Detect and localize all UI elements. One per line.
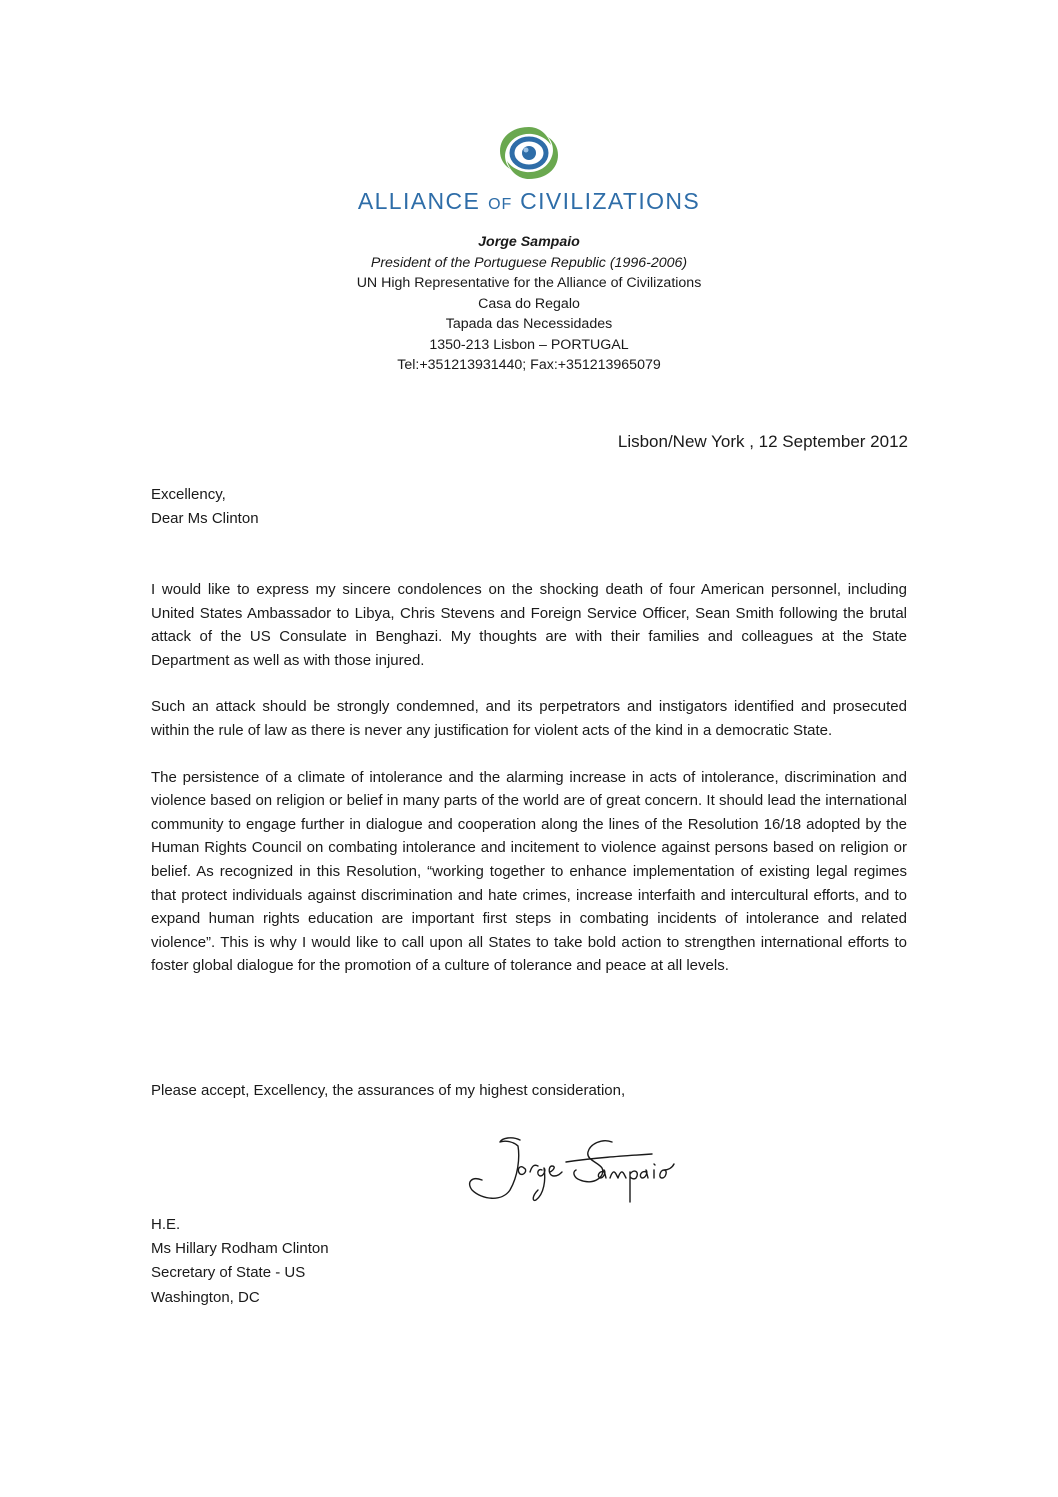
- sender-address-line3: 1350-213 Lisbon – PORTUGAL: [429, 336, 629, 353]
- recipient-line3: Secretary of State - US: [151, 1264, 306, 1282]
- sender-contact: Tel:+351213931440; Fax:+351213965079: [397, 357, 661, 373]
- body-paragraph-1: I would like to express my sincere condolences on the shocking death of four American personnel, including United States Ambassador to Libya, Chris Stevens and Foreign Service Officer, Sean Smith following the brutal attack of the US Consulate in Benghazi. My thoughts are with their families and colleagues at the State Department as well as with those injured.: [151, 581, 907, 669]
- sender-address-line2: Tapada das Necessidades: [445, 316, 613, 332]
- sender-address-line1: Casa do Regalo: [478, 295, 580, 312]
- org-name-part1: ALLIANCE: [357, 188, 481, 214]
- org-name-part2: OF: [488, 196, 513, 213]
- org-name-part3: CIVILIZATIONS: [520, 188, 701, 214]
- alliance-of-civilizations-logo: [492, 123, 566, 183]
- sender-block: [0, 232, 1058, 376]
- recipient-line4: Washington, DC: [151, 1288, 260, 1306]
- body-paragraph-3: The persistence of a climate of intolerance and the alarming increase in acts of intolerance, discrimination and violence based on religion or belief in many parts of the world are of great concern. It should lead the international community to engage further in dialogue and cooperation along the lines of the Resolution 16/18 adopted by the Human Rights Council on combating intolerance and incitement to violence against persons based on religion or belief. As recognized in this Resolution, “working together to enhance implementation of existing legal regimes that protect individuals against discrimination and hate crimes, increase interfaith and intercultural efforts, and to expand human rights education are important first steps in combating incidents of intolerance and related violence”. This is why I would like to call upon all States to take bold action to strengthen international efforts to foster global dialogue for the promotion of a culture of tolerance and peace at all levels.: [151, 768, 907, 975]
- recipient-block: [151, 1213, 329, 1310]
- recipient-line1: H.E.: [151, 1216, 181, 1233]
- sender-title: President of the Portuguese Republic (1996-2006): [370, 254, 688, 271]
- closing-line: Please accept, Excellency, the assurances of my highest consideration,: [151, 1082, 626, 1099]
- recipient-line2: Ms Hillary Rodham Clinton: [151, 1240, 329, 1258]
- sender-name: Jorge Sampaio: [478, 234, 580, 250]
- body-paragraph-2: Such an attack should be strongly condemned, and its perpetrators and instigators identified and prosecuted within the rule of law as there is never any justification for violent acts of the kind in a democratic State.: [151, 698, 907, 739]
- handwritten-signature: [462, 1128, 692, 1210]
- organization-name: [0, 188, 1058, 215]
- salutation-line2: Dear Ms Clinton: [151, 510, 259, 527]
- salutation-line1: Excellency,: [151, 486, 226, 503]
- letter-body: [151, 578, 907, 1001]
- sender-role: UN High Representative for the Alliance of Civilizations: [356, 275, 702, 291]
- letter-date: Lisbon/New York , 12 September 2012: [617, 432, 908, 451]
- salutation: [151, 483, 259, 531]
